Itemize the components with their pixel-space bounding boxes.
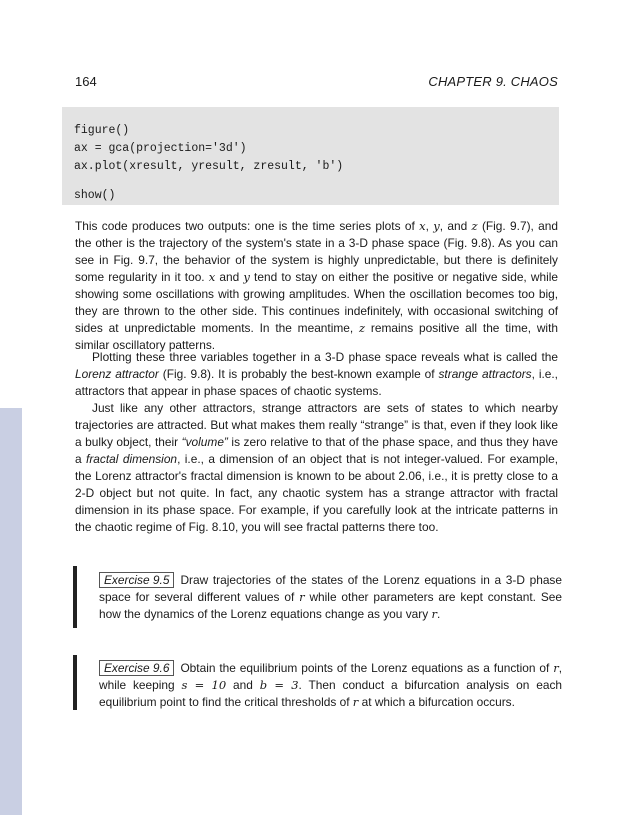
code-line: ax.plot(xresult, yresult, zresult, 'b') <box>74 160 344 173</box>
exercise-text: Exercise 9.6 Obtain the equilibrium points of the Lorenz equations as a function of r, while keeping s = 10 and b = 3. Then conduct a bifurcation analysis on each equilibrium point to find the critical thresholds of r at which a bifurcation occurs. <box>99 661 562 709</box>
page-header <box>75 74 558 92</box>
exercise-label: Exercise 9.5 <box>99 572 174 588</box>
paragraph-3: Just like any other attractors, strange attractors are sets of states to which nearby trajectories are attracted. But what makes them really “strange” is that, even if they look like a bulky object, their “volume” is zero relative to that of the phase space, and thus they have a fractal dimension, i.e., a dimension of an object that is not integer-valued. For example, the Lorenz attractor's fractal dimension is known to be about 2.06, i.e., it is pretty close to a 2-D object but not quite. In fact, any chaotic system has a strange attractor with fractal dimension in its phase space. For example, if you carefully look at the intricate patterns in the chaotic regime of Fig. 8.10, you will see fractal patterns there too. <box>75 401 558 534</box>
exercise-box-9-6 <box>73 655 562 710</box>
chapter-title: CHAPTER 9. CHAOS <box>428 74 558 89</box>
exercise-box-9-5 <box>73 566 562 628</box>
code-line: figure() <box>74 124 130 137</box>
code-block <box>62 107 559 205</box>
paragraph-2: Plotting these three variables together in a 3-D phase space reveals what is called the Lorenz attractor (Fig. 9.8). It is probably the best-known example of strange attractors, i.e., attractors that appear in phase spaces of chaotic systems. <box>75 350 558 398</box>
exercise-text: Exercise 9.5 Draw trajectories of the states of the Lorenz equations in a 3-D phase space for several different values of r while other parameters are kept constant. See how the dynamics of the Lorenz equations change as you vary r. <box>99 573 562 621</box>
code-line: show() <box>74 189 116 202</box>
page-number: 164 <box>75 74 97 89</box>
exercise-label: Exercise 9.6 <box>99 660 174 676</box>
code-line: ax = gca(projection='3d') <box>74 142 247 155</box>
side-margin-bar <box>0 408 22 815</box>
paragraph-1: This code produces two outputs: one is the time series plots of x, y, and z (Fig. 9.7), and the other is the trajectory of the system's state in a 3-D phase space (Fig. 9.8). As you can see in Fig. 9.7, the behavior of the system is highly unpredictable, but there is definitely some regularity in it too. x and y tend to stay on either the positive or negative side, while showing some oscillations with growing amplitudes. When the oscillation becomes too big, they are thrown to the other side. This continues indefinitely, with occasional switching of sides at unpredictable moments. In the meantime, z remains positive all the time, with similar oscillatory patterns. <box>75 219 559 352</box>
